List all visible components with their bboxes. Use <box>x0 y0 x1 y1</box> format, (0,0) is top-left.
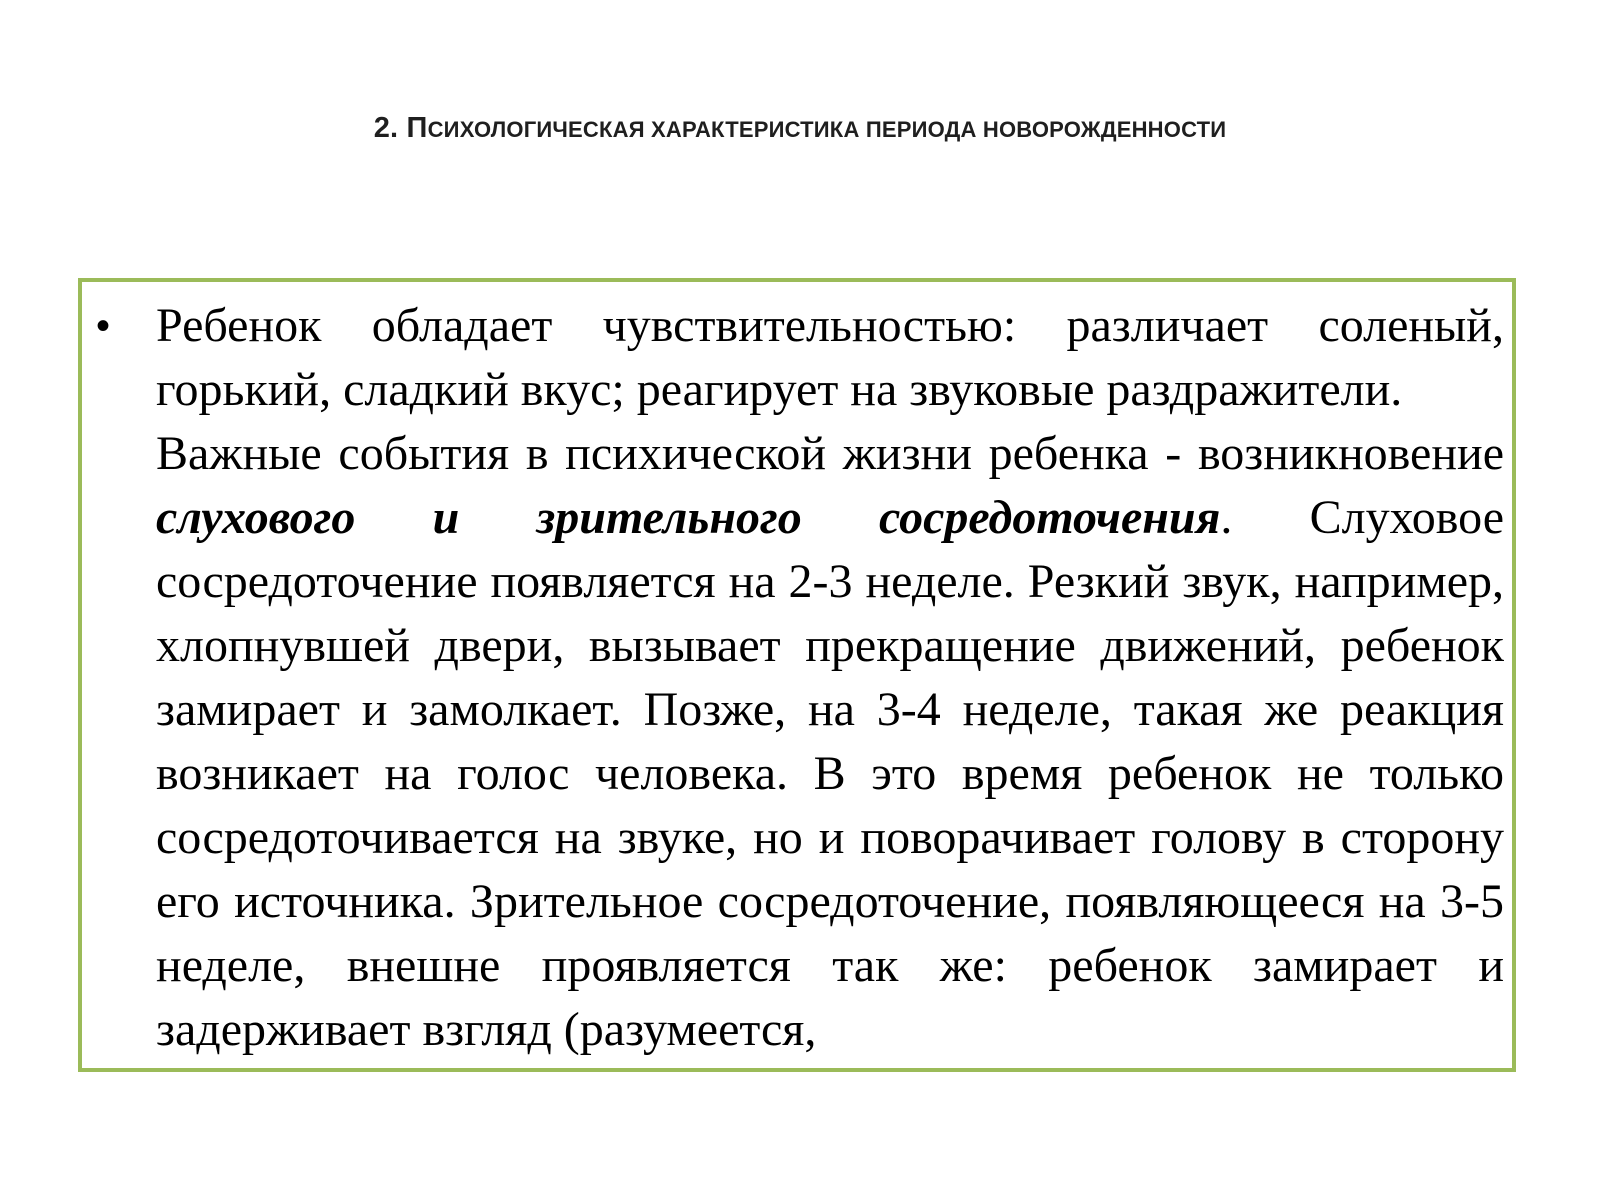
slide-title-rest: СИХОЛОГИЧЕСКАЯ ХАРАКТЕРИСТИКА ПЕРИОДА НОВОРОЖДЕННОСТИ <box>427 117 1227 142</box>
paragraph-2 <box>156 422 1504 1062</box>
emphasis-text: слухового и зрительного сосредоточения <box>156 491 1221 544</box>
paragraph-2-intro: Важные события в психической жизни ребенка - возникновение <box>156 427 1504 480</box>
bullet-marker: • <box>96 304 111 348</box>
slide-title <box>0 112 1600 145</box>
content-body <box>156 294 1504 1062</box>
slide-title-lead: 2. П <box>373 112 428 144</box>
paragraph-1: Ребенок обладает чувствительностью: различает соленый, горький, сладкий вкус; реагирует на звуковые раздражители. <box>156 299 1504 416</box>
paragraph-2-rest: . Слуховое сосредоточение появляется на 2-3 неделе. Резкий звук, например, хлопнувшей двери, вызывает прекращение движений, ребенок замирает и замолкает. Позже, на 3-4 неделе, такая же реакция возникает на голос человека. В это время ребенок не только сосредоточивается на звуке, но и поворачивает голову в сторону его источника. Зрительное сосредоточение, появляющееся на 3-5 неделе, внешне проявляется так же: ребенок замирает и задерживает взгляд (разумеется, <box>156 491 1504 1056</box>
